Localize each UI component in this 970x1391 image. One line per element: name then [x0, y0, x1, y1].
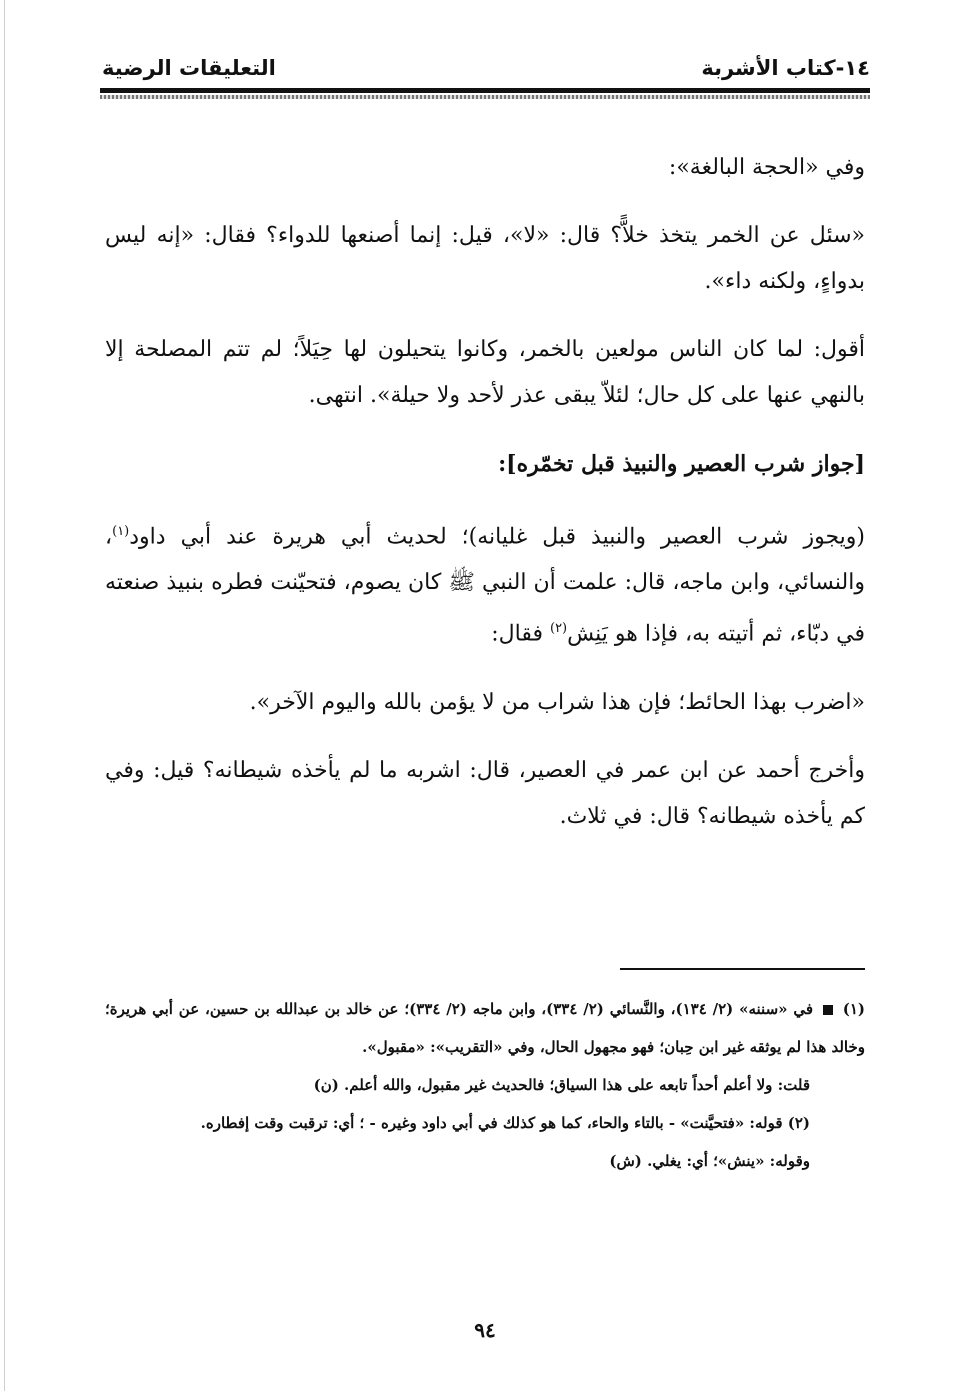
footnote-marker-2[interactable]: (٢) [549, 621, 568, 637]
paragraph-quote: «سئل عن الخمر يتخذ خلاًّ؟ قال: «لا»، قيل: إنما أصنعها للدواء؟ فقال: «إنه ليس بدواءٍ، ولكنه داء». [105, 223, 865, 294]
paragraph-saying: «اضرب بهذا الحائط؛ فإن هذا شراب من لا يؤمن بالله واليوم الآخر». [249, 689, 865, 715]
footnote-1 [105, 990, 865, 1066]
footnotes [105, 990, 865, 1180]
header-rule [100, 88, 870, 93]
header-rule-shade [100, 95, 870, 99]
page-number: ٩٤ [474, 1318, 496, 1342]
square-icon [823, 1005, 833, 1015]
footnote-1-text: في «سننه» (٢/ ١٣٤)، والنَّسائي (٢/ ٣٣٤)، وابن ماجه (٢/ ٣٣٤)؛ عن خالد بن عبدالله بن حسين، عن أبي هريرة؛ وخالد هذا لم يوثقه غير ابن حِبان؛ فهو مجهول الحال، وفي «التقريب»: «مقبول». [105, 1000, 865, 1056]
page-edge [4, 0, 5, 1391]
footnote-1-number: (١) [842, 1000, 865, 1018]
footnote-2: (٢) قوله: «فتحيَّنت» - بالتاء والحاء، كما هو كذلك في أبي داود وغيره - ؛ أي: ترقبت وقت إفطاره. [200, 1114, 810, 1132]
hadith-text-2: ، والنسائي، وابن ماجه، قال: علمت أن النبي ﷺ كان يصوم، فتحيّنت فطره بنبيذ صنعته في دبّاء، ثم أتيته به، فإذا هو يَنِش [105, 524, 865, 647]
paragraph-ahmad: وأخرج أحمد عن ابن عمر في العصير، قال: اشربه ما لم يأخذه شيطانه؟ قيل: وفي كم يأخذه شيطانه؟ قال: في ثلاث. [105, 757, 865, 829]
main-text [105, 145, 865, 862]
chapter-title: ١٤-كتاب الأشربة [701, 56, 870, 80]
footnote-marker-1[interactable]: (١) [112, 524, 130, 539]
paragraph-hadith [105, 509, 865, 658]
footnote-1-remark: قلت: ولا أعلم أحداً تابعه على هذا السياق؛ فالحديث غير مقبول، والله أعلم. (ن) [313, 1076, 810, 1094]
hadith-text-3: فقال: [491, 621, 550, 647]
paragraph-comment: أقول: لما كان الناس مولعين بالخمر، وكانوا يتحيلون لها حِيَلاً؛ لم تتم المصلحة إلا بالنهي عنها على كل حال؛ لئلاّ يبقى عذر لأحد ولا حيلة». انتهى. [105, 337, 865, 408]
running-header [100, 56, 870, 90]
footnote-separator [620, 968, 865, 970]
footnote-2-remark: وقوله: «ينش»؛ أي: يغلي. (ش) [609, 1152, 810, 1170]
paragraph-intro: وفي «الحجة البالغة»: [668, 155, 865, 180]
hadith-text-1: (ويجوز شرب العصير والنبيذ قبل غليانه)؛ لحديث أبي هريرة عند أبي داود [129, 524, 865, 550]
section-heading: [جواز شرب العصير والنبيذ قبل تخمّره]: [498, 451, 865, 477]
book-title: التعليقات الرضية [102, 56, 276, 80]
